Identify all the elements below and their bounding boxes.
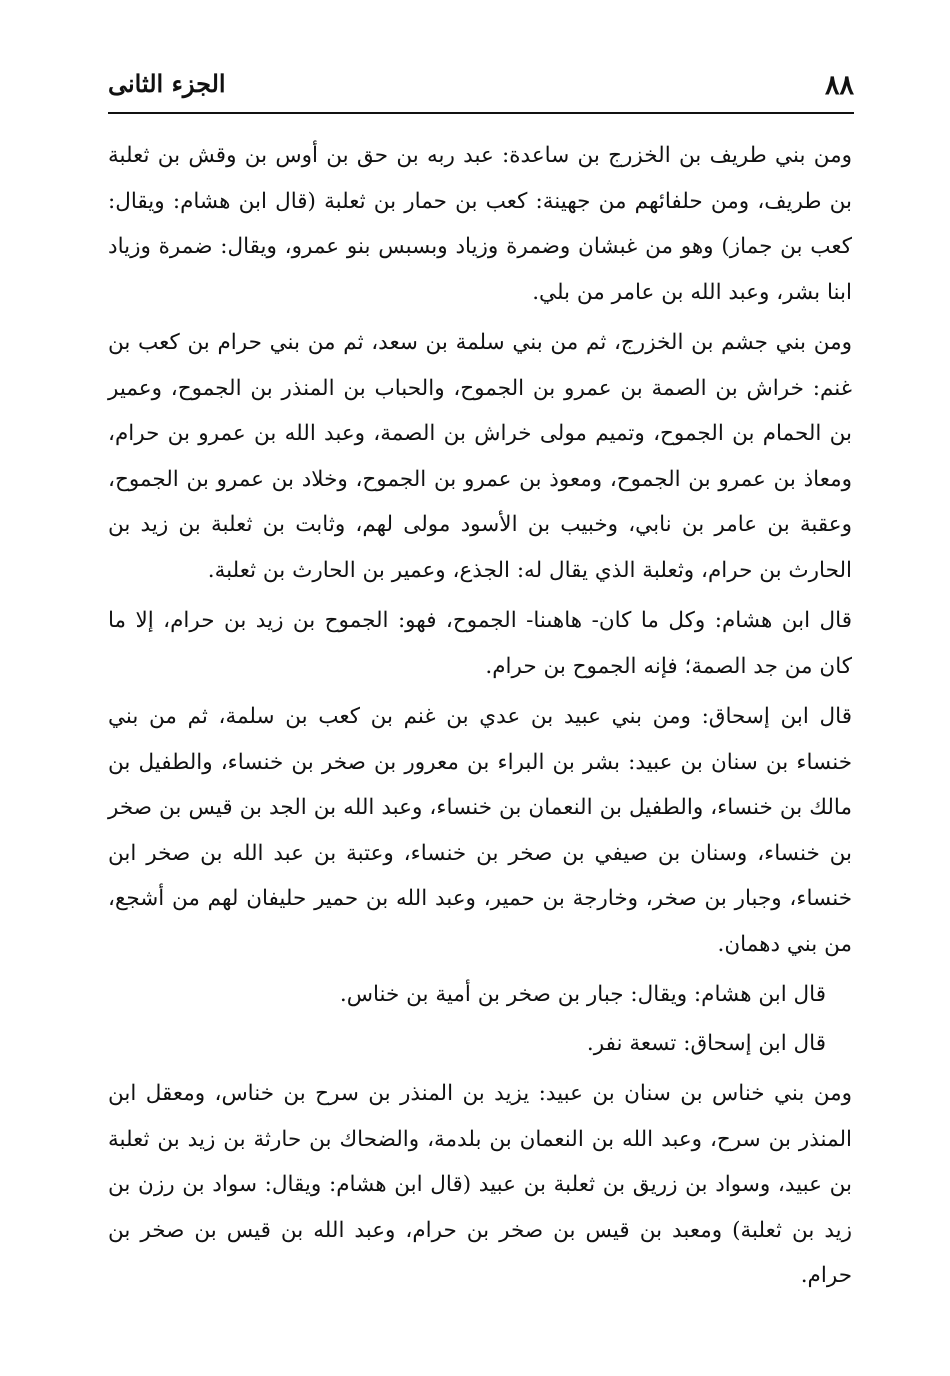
paragraph-bani-tarif: ومن بني طريف بن الخزرج بن ساعدة: عبد ربه بن حق بن أوس بن وقش بن ثعلبة بن طريف، ومن حلفائهم من جهينة: كعب بن حمار بن ثعلبة (قال ابن هشام: ويقال: كعب بن جماز) وهو من غبشان وضمرة وزياد وبسبس بنو عمرو، ويقال: ضمرة وزياد ابنا بشر، وعبد الله بن عامر من بلي. [108, 143, 852, 305]
paragraph-bani-jusham: ومن بني جشم بن الخزرج، ثم من بني سلمة بن سعد، ثم من بني حرام بن كعب بن غنم: خراش بن الصمة بن عمرو بن الجموح، والحباب بن المنذر بن الجموح، وعمير بن الحمام بن الجموح، وتميم مولى خراش بن الصمة، وعبد الله بن عمرو بن حرام، ومعاذ بن عمرو بن الجموح، ومعوذ بن عمرو بن الجموح، وخلاد بن عمرو بن الجموح، وعقبة بن عامر بن نابي، وخبيب بن الأسود مولى لهم، وثابت بن ثعلبة بن زيد بن الحارث بن حرام، وثعلبة الذي يقال له: الجذع، وعمير بن الحارث بن ثعلبة. [108, 330, 852, 583]
page-number: ٨٨ [824, 70, 854, 101]
part-title: الجزء الثانى [108, 69, 226, 98]
paragraph-ibn-ishaq-nine: قال ابن إسحاق: تسعة نفر. [586, 1030, 826, 1056]
paragraph-ibn-hisham-jabbar: قال ابن هشام: ويقال: جبار بن صخر بن أمية بن خناس. [339, 982, 826, 1007]
page-header [108, 52, 854, 112]
header-rule [108, 112, 854, 114]
paragraph-ibn-hisham-jamuh: قال ابن هشام: وكل ما كان- هاهىنا- الجموح، فهو: الجموح بن زيد بن حرام، إلا ما كان من جد الصمة؛ فإنه الجموح بن حرام. [108, 608, 852, 679]
paragraph-bani-ubayd: قال ابن إسحاق: ومن بني عبيد بن عدي بن غنم بن كعب بن سلمة، ثم من بني خنساء بن سنان بن عبيد: بشر بن البراء بن معرور بن صخر بن خنساء، والطفيل بن مالك بن خنساء، والطفيل بن النعمان بن خنساء، وعبد الله بن الجد بن قيس بن صخر بن خنساء، وسنان بن صيفي بن صخر بن خنساء، وعتبة بن عبد الله بن صخر ابن خنساء، وجبار بن صخر، وخارجة بن حمير، وعبد الله بن حمير حليفان لهم من أشجع، من بني دهمان. [108, 704, 852, 957]
paragraph-bani-khunas: ومن بني خناس بن سنان بن عبيد: يزيد بن المنذر بن سرح بن خناس، ومعقل ابن المنذر بن سرح، وعبد الله بن النعمان بن بلدمة، والضحاك بن حارثة بن زيد بن ثعلبة بن عبيد، وسواد بن زريق بن ثعلبة بن عبيد (قال ابن هشام: ويقال: سواد بن رزن بن زيد بن ثعلبة) ومعبد بن قيس بن صخر بن حرام، وعبد الله بن قيس بن صخر بن حرام. [108, 1081, 852, 1288]
page-body [108, 133, 852, 1304]
